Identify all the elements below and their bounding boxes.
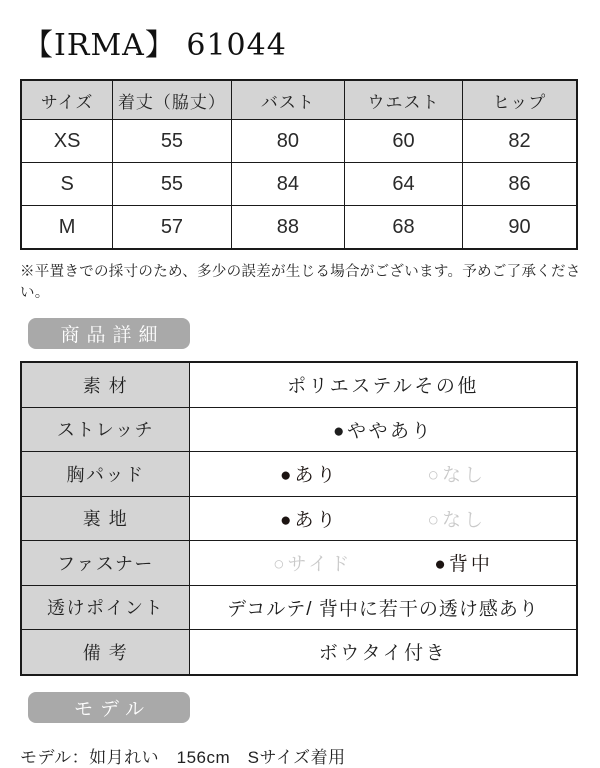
detail-label: 胸パッド	[21, 452, 189, 497]
detail-row-fastener	[21, 541, 577, 586]
detail-label: ファスナー	[21, 541, 189, 586]
bust-cell: 88	[231, 206, 344, 250]
detail-row-material	[21, 362, 577, 407]
waist-cell: 68	[345, 206, 463, 250]
detail-value: ボウタイ付き	[189, 630, 577, 675]
size-table-header-row	[21, 80, 577, 120]
column-header-length: 着丈（脇丈）	[113, 80, 231, 120]
option-pair	[191, 549, 575, 576]
detail-row-sheer-point	[21, 585, 577, 630]
product-details-table	[20, 361, 578, 676]
length-cell: 57	[113, 206, 231, 250]
size-row-s	[21, 163, 577, 206]
product-spec-sheet	[0, 20, 600, 767]
option-selected: ●あり	[279, 465, 339, 487]
length-cell: 55	[113, 120, 231, 163]
size-name-cell: M	[21, 206, 113, 250]
option-unselected: ○なし	[427, 465, 486, 487]
option-selected: ●背中	[434, 554, 493, 576]
detail-row-chest-pad	[21, 452, 577, 497]
size-name-cell: S	[21, 163, 113, 206]
option-unselected: ○サイド	[273, 554, 353, 576]
detail-label: 透けポイント	[21, 585, 189, 630]
bust-cell: 84	[231, 163, 344, 206]
size-row-xs	[21, 120, 577, 163]
column-header-bust: バスト	[231, 80, 344, 120]
hip-cell: 86	[462, 163, 577, 206]
model-info: モデル：如月れい 156cm Sサイズ着用	[20, 747, 346, 767]
page-title: 【IRMA】 61044	[23, 28, 287, 63]
detail-row-remarks	[21, 630, 577, 675]
hip-cell: 82	[462, 120, 577, 163]
bust-cell: 80	[231, 120, 344, 163]
section-header-model: モデル	[28, 692, 190, 723]
detail-label: 素 材	[21, 362, 189, 407]
waist-cell: 64	[345, 163, 463, 206]
section-header-product-details: 商品詳細	[28, 318, 190, 349]
detail-row-stretch	[21, 407, 577, 452]
column-header-waist: ウエスト	[345, 80, 463, 120]
detail-row-lining	[21, 496, 577, 541]
detail-value-selected-option: ●ややあり	[189, 407, 577, 452]
size-row-m	[21, 206, 577, 250]
option-selected: ●あり	[279, 509, 339, 531]
option-pair	[191, 505, 575, 532]
detail-label: 裏 地	[21, 496, 189, 541]
length-cell: 55	[113, 163, 231, 206]
waist-cell: 60	[345, 120, 463, 163]
detail-label: 備 考	[21, 630, 189, 675]
detail-value: デコルテ/ 背中に若干の透け感あり	[189, 585, 577, 630]
column-header-hip: ヒップ	[462, 80, 577, 120]
size-table	[20, 79, 578, 250]
detail-value: ポリエステルその他	[189, 362, 577, 407]
column-header-size: サイズ	[21, 80, 113, 120]
option-pair	[191, 460, 575, 487]
option-unselected: ○なし	[427, 509, 486, 531]
hip-cell: 90	[462, 206, 577, 250]
detail-label: ストレッチ	[21, 407, 189, 452]
measurement-note: ※平置きでの採寸のため、多少の誤差が生じる場合がございます。予めご了承ください。	[20, 264, 581, 301]
size-name-cell: XS	[21, 120, 113, 163]
